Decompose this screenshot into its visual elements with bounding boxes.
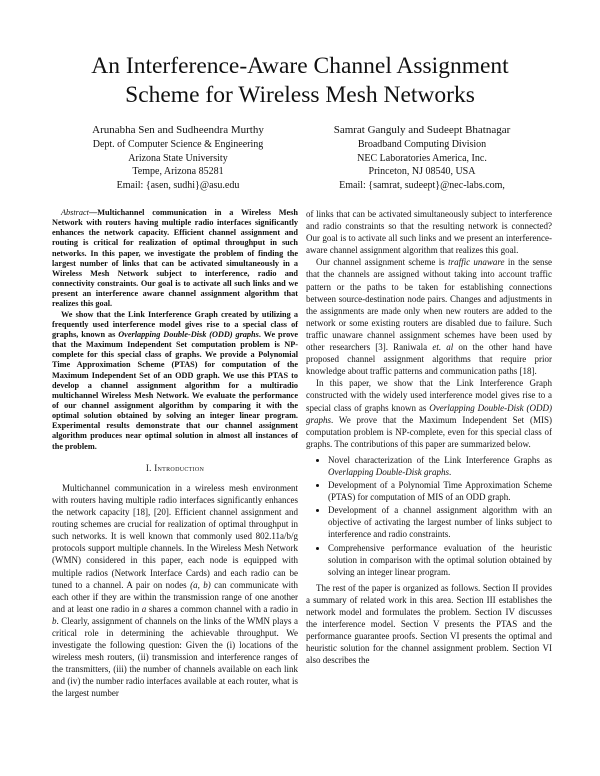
- intro-odd-graphs: Overlapping Double-Disk (ODD) graphs: [306, 402, 552, 425]
- intro-traffic-unaware: traffic unaware: [448, 257, 505, 268]
- contribution-item: [328, 504, 552, 540]
- author-email: Email: {asen, sudhi}@asu.edu: [116, 179, 240, 191]
- author-block-nec: [304, 123, 540, 192]
- abstract-paragraph-2: [52, 310, 298, 452]
- author-institution: Arizona State University: [128, 152, 228, 164]
- intro-text: on the other hand have proposed channel assignment algorithms that require prior knowledge about traffic patterns and communication paths [18].: [306, 342, 552, 377]
- abstract-odd-graphs: Overlapping Double-Disk (ODD) graphs: [118, 329, 259, 339]
- contribution-item: [328, 454, 552, 478]
- contribution-text: .: [449, 466, 452, 477]
- section-heading-introduction: [52, 462, 298, 474]
- contribution-emphasis: Overlapping Double-Disk graphs: [328, 466, 449, 477]
- author-affiliation: Dept. of Computer Science & Engineering: [92, 139, 264, 150]
- abstract-text-2b: . We prove that the Maximum Independent Set computation problem is NP-complete for this special class of graphs. We provide a Polynomial Time Approximation Scheme (PTAS) for computation of the Maximum Independent Set of an ODD graph. We use this PTAS to develop a channel assignment algorithm for a multiradio multichannel Wireless Mesh Network. We evaluate the performance of our channel assignment algorithm by comparing it with the optimal solution obtained by solving an integer linear program. Experimental results demonstrate that our channel assignment algorithm produces near optimal solution in almost all instances of the problem.: [52, 329, 299, 451]
- contribution-item: [328, 542, 552, 578]
- intro-body-right: [306, 208, 552, 666]
- abstract-dash: —: [88, 208, 98, 217]
- author-location: Tempe, Arizona 85281: [132, 166, 224, 178]
- intro-math-b: b: [52, 615, 57, 626]
- intro-math-a: a: [141, 603, 147, 614]
- contributions-list: [306, 454, 552, 578]
- abstract-label: Abstract: [61, 208, 89, 217]
- author-institution: NEC Laboratories America, Inc.: [357, 152, 487, 164]
- right-column: [306, 208, 552, 666]
- title-line-1: An Interference-Aware Channel Assignment: [91, 53, 509, 79]
- intro-text: In this paper, we show that the Link Interference Graph constructed with the widely used interference model gives rise to a special class of graphs known as: [306, 378, 552, 413]
- intro-math-ab: (a, b): [190, 579, 211, 590]
- intro-et-al: et. al: [432, 342, 454, 353]
- intro-paragraph-1: [52, 482, 298, 700]
- intro-body-left: [52, 482, 298, 700]
- abstract-paragraph-1: [52, 208, 298, 310]
- title-line-2: Scheme for Wireless Mesh Networks: [125, 82, 475, 108]
- contribution-text: Comprehensive performance evaluation of the heuristic solution in comparison with the optimal solution obtained by solving an integer linear program.: [328, 542, 552, 577]
- intro-paragraph-4: The rest of the paper is organized as follows. Section II provides a summary of related work in this area. Section III establishes the network model and formulates the problem. Section IV discusses the interference model. Section V presents the PTAS and the performance guarantee proofs. Section VI presents the optimal and heuristic solution for the channel assignment problem. Section VI also describes the: [306, 582, 552, 666]
- intro-paragraph-3: [306, 377, 552, 450]
- intro-text: . Clearly, assignment of channels on the links of the WMN plays a critical role in determining the achievable throughput. We investigate the following question: Given the (i) locations of the wireless mesh routers, (ii) transmission and interference ranges of the transmitters, (iii) the number of channels available on each link and (iv) the number radio interfaces available at each router, what is the largest number: [52, 615, 298, 699]
- author-names: Samrat Ganguly and Sudeept Bhatnagar: [333, 124, 511, 136]
- abstract-text-1: Multichannel communication in a Wireless Mesh Network with routers having multiple radio interfaces significantly enhances the network capacity. Efficient channel assignment and routing is critical for realization of optimal throughput in such networks. In this paper, we investigate the problem of finding the largest number of links that can be activated simultaneously in a Wireless Mesh Network subject to interference, radio and connectivity constraints. Our goal is to activate all such links and we present an interference aware channel assignment algorithm that realizes this goal.: [52, 208, 298, 309]
- section-title: Introduction: [154, 462, 205, 473]
- author-location: Princeton, NJ 08540, USA: [368, 166, 476, 178]
- intro-text: . We prove that the Maximum Independent Set (MIS) computation problem is NP-complete, even for this special class of graphs. The contributions of this paper are summarized below.: [306, 414, 552, 449]
- paper-title: [40, 52, 560, 110]
- author-names: Arunabha Sen and Sudheendra Murthy: [92, 124, 264, 136]
- section-number: I.: [145, 462, 152, 473]
- author-email: Email: {samrat, sudeept}@nec-labs.com,: [339, 179, 505, 191]
- left-column: [52, 208, 298, 700]
- abstract: [52, 208, 298, 452]
- contribution-text: Novel characterization of the Link Interference Graphs as: [328, 454, 552, 465]
- intro-paragraph-1-continued: of links that can be activated simultaneously subject to interference and radio constraints so that the resulting network is connected? Our goal is to activate all such links and we present an interference-aware channel assignment algorithm that realizes this goal.: [306, 209, 552, 256]
- intro-text: Multichannel communication in a wireless mesh environment with routers having multiple radio interfaces significantly enhances the network capacity [18], [20]. Efficient channel assignment and routing schemes are crucial for realization of optimal throughput in such networks. It is well known that commonly used 802.11a/b/g protocols support multiple channels. In the Wireless Mesh Network (WMN) considered in this paper, each node is equipped with multiple radios (Network Interface Cards) and each radio can be tuned to a channel. A pair on nodes: [52, 482, 298, 590]
- intro-text: Our channel assignment scheme is: [316, 257, 449, 268]
- contribution-text: Development of a channel assignment algorithm with an objective of activating the largest number of links subject to interference and radio constraints.: [328, 505, 552, 540]
- intro-paragraph-2: [306, 256, 552, 377]
- author-affiliation: Broadband Computing Division: [357, 139, 487, 150]
- author-block-asu: [60, 123, 296, 192]
- intro-text: shares a common channel with a radio in: [146, 603, 298, 614]
- contribution-item: [328, 479, 552, 503]
- intro-text: in the sense that the channels are assigned without taking into account traffic pattern or the paths to be taken for establishing connections between source-destination node pairs. Changes and adjustments in the assignments are made only when new routers are added to the network or some existing routers are disabled due to failure. Such traffic unaware channel assignment schemes have been used by other researchers [3]. Raniwala: [306, 257, 552, 353]
- abstract-text-2a: We show that the Link Interference Graph created by utilizing a frequently used interference model gives rise to a special class of graphs, known as: [52, 309, 298, 339]
- intro-text: can communicate with each other if they are within the transmission range of one another and at least one radio in: [52, 579, 298, 614]
- contribution-text: Development of a Polynomial Time Approximation Scheme (PTAS) for computation of MIS of an ODD graph.: [328, 480, 552, 503]
